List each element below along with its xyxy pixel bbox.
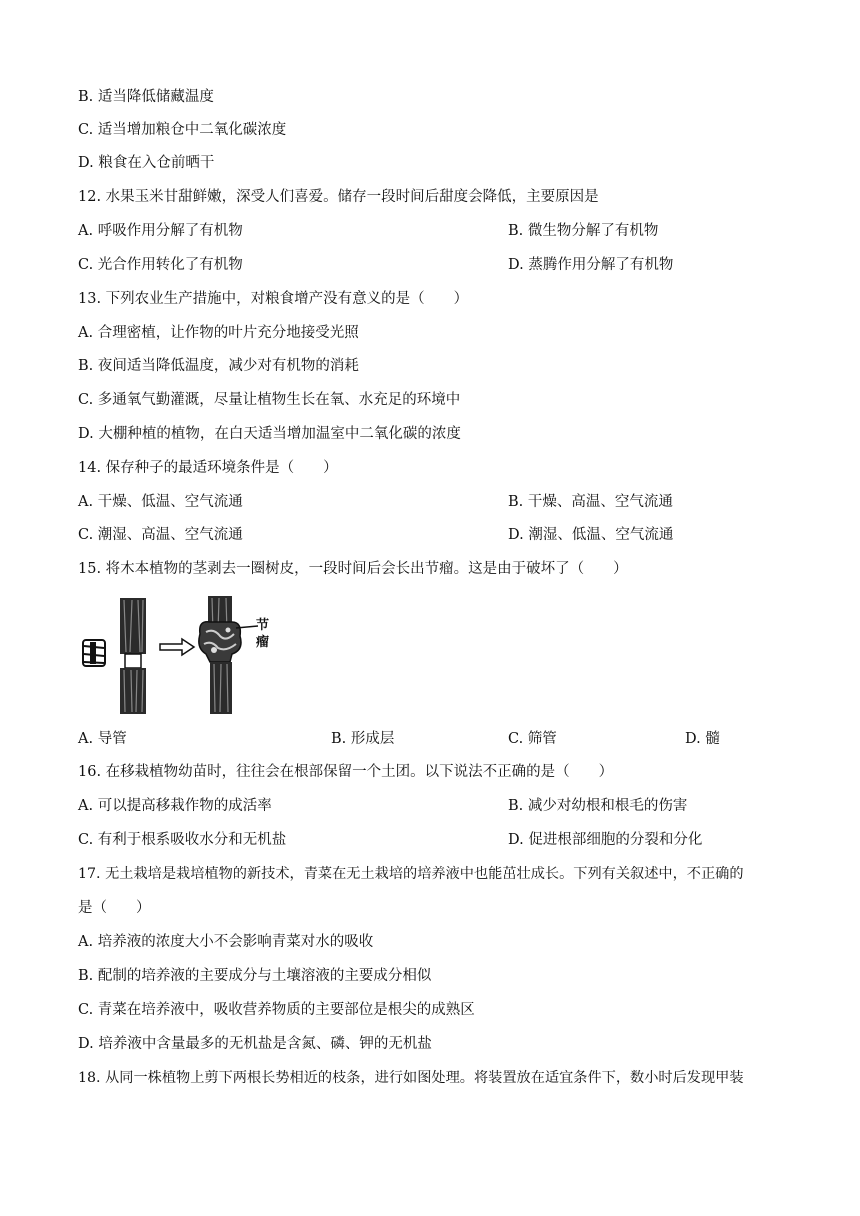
question-14: 14. 保存种子的最适环境条件是（ ） bbox=[78, 460, 338, 476]
stem-with-tumor-icon bbox=[199, 596, 258, 714]
options-row bbox=[78, 796, 778, 816]
option-d: D. 大棚种植的植物，在白天适当增加温室中二氧化碳的浓度 bbox=[78, 426, 461, 442]
option-d: D. 蒸腾作用分解了有机物 bbox=[508, 257, 674, 273]
option-b: B. 减少对幼根和根毛的伤害 bbox=[508, 798, 688, 814]
option-line: B. 适当降低储藏温度 bbox=[78, 89, 214, 105]
figure-label: 节 bbox=[256, 617, 270, 632]
options-row bbox=[78, 525, 778, 545]
bark-ring-icon bbox=[83, 640, 105, 666]
option-d: D. 培养液中含量最多的无机盐是含氮、磷、钾的无机盐 bbox=[78, 1036, 432, 1052]
option-b: B. 配制的培养液的主要成分与土壤溶液的主要成分相似 bbox=[78, 968, 432, 984]
option-c: C. 多通氧气勤灌溉，尽量让植物生长在氧、水充足的环境中 bbox=[78, 392, 461, 408]
options-row bbox=[78, 221, 778, 241]
option-a: A. 呼吸作用分解了有机物 bbox=[78, 223, 243, 239]
option-c: C. 青菜在培养液中，吸收营养物质的主要部位是根尖的成熟区 bbox=[78, 1002, 475, 1018]
girdled-stem-icon bbox=[120, 598, 146, 714]
option-a: A. 导管 bbox=[78, 731, 127, 747]
question-18: 18. 从同一株植物上剪下两根长势相近的枝条，进行如图处理。将装置放在适宜条件下，数小时后发现甲装 bbox=[78, 1070, 744, 1086]
option-b: B. 夜间适当降低温度，减少对有机物的消耗 bbox=[78, 358, 359, 374]
option-c: C. 有利于根系吸收水分和无机盐 bbox=[78, 832, 287, 848]
question-13: 13. 下列农业生产措施中，对粮食增产没有意义的是（ ） bbox=[78, 291, 469, 307]
option-line: C. 适当增加粮仓中二氧化碳浓度 bbox=[78, 122, 287, 138]
option-b: B. 形成层 bbox=[331, 731, 395, 747]
option-c: C. 光合作用转化了有机物 bbox=[78, 257, 243, 273]
arrow-icon bbox=[160, 639, 194, 655]
option-c: C. 潮湿、高温、空气流通 bbox=[78, 527, 243, 543]
options-row bbox=[78, 255, 778, 275]
option-d: D. 潮湿、低温、空气流通 bbox=[508, 527, 674, 543]
question-12: 12. 水果玉米甘甜鲜嫩，深受人们喜爱。储存一段时间后甜度会降低，主要原因是 bbox=[78, 189, 599, 205]
options-row bbox=[78, 492, 778, 512]
option-a: A. 合理密植，让作物的叶片充分地接受光照 bbox=[78, 325, 359, 341]
question-15: 15. 将木本植物的茎剥去一圈树皮，一段时间后会长出节瘤。这是由于破坏了（ ） bbox=[78, 561, 628, 577]
figure-label: 瘤 bbox=[256, 634, 270, 649]
option-c: C. 筛管 bbox=[508, 731, 557, 747]
options-row bbox=[78, 830, 778, 850]
option-line: D. 粮食在入仓前晒干 bbox=[78, 155, 215, 171]
question-17: 17. 无土栽培是栽培植物的新技术，青菜在无土栽培的培养液中也能茁壮成长。下列有关叙述中，不正确的 bbox=[78, 866, 744, 882]
option-a: A. 干燥、低温、空气流通 bbox=[78, 494, 243, 510]
stem-girdling-figure bbox=[80, 592, 280, 722]
option-b: B. 干燥、高温、空气流通 bbox=[508, 494, 673, 510]
question-17-cont: 是（ ） bbox=[78, 900, 151, 916]
option-d: D. 髓 bbox=[685, 731, 720, 747]
option-a: A. 培养液的浓度大小不会影响青菜对水的吸收 bbox=[78, 934, 374, 950]
option-d: D. 促进根部细胞的分裂和分化 bbox=[508, 832, 703, 848]
option-a: A. 可以提高移栽作物的成活率 bbox=[78, 798, 272, 814]
options-row bbox=[78, 729, 778, 749]
option-b: B. 微生物分解了有机物 bbox=[508, 223, 659, 239]
question-16: 16. 在移栽植物幼苗时，往往会在根部保留一个土团。以下说法不正确的是（ ） bbox=[78, 764, 614, 780]
